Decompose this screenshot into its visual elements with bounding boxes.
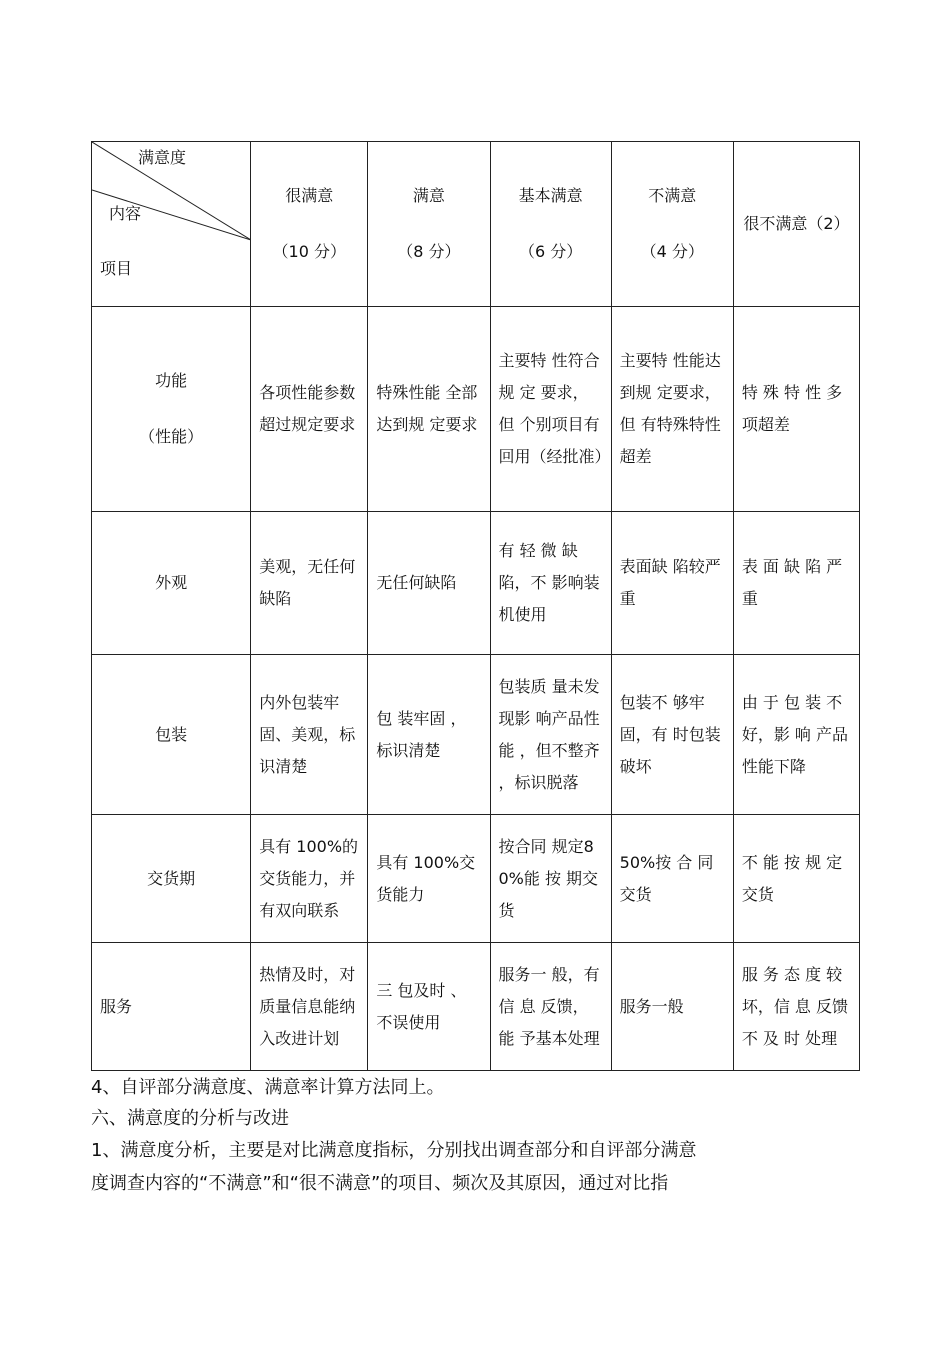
- header-basically-satisfied: [490, 142, 611, 307]
- row-item-label: 包装: [92, 655, 251, 815]
- table-row: [92, 655, 860, 815]
- header-label: 不满意: [648, 186, 697, 205]
- table-cell: 三 包及时 、不误使用: [368, 943, 490, 1071]
- row-item-label: 功能: [155, 371, 188, 390]
- row-item-label: 交货期: [92, 815, 251, 943]
- table-cell: 服务一般: [611, 943, 733, 1071]
- corner-label-satisfaction: 满意度: [138, 148, 187, 167]
- table-cell: 主要特 性符合 规 定 要求，但 个别项目有 回用（经批准）: [490, 307, 611, 512]
- header-label: 基本满意: [518, 186, 583, 205]
- table-cell: 主要特 性能达到规 定要求，但 有特殊特性超差: [611, 307, 733, 512]
- table-row: [92, 815, 860, 943]
- table-row: [92, 512, 860, 655]
- table-row: [92, 307, 860, 512]
- paragraph-analysis-line2: 度调查内容的“不满意”和“很不满意”的项目、频次及其原因，通过对比指: [91, 1173, 669, 1194]
- header-score: （6 分）: [518, 242, 583, 261]
- header-very-dissatisfied: [733, 142, 859, 307]
- table-cell: 不 能 按 规 定交货: [733, 815, 859, 943]
- table-row: [92, 943, 860, 1071]
- header-satisfied: [368, 142, 490, 307]
- table-cell: 表 面 缺 陷 严重: [733, 512, 859, 655]
- table-cell: 特殊性能 全部达到规 定要求: [368, 307, 490, 512]
- table-cell: 有 轻 微 缺陷，不 影响装机使用: [490, 512, 611, 655]
- header-score: （8 分）: [397, 242, 461, 261]
- row-item-label: 外观: [92, 512, 251, 655]
- corner-label-item: 项目: [100, 259, 133, 278]
- table-header-row: [92, 142, 860, 307]
- table-cell: 包装质 量未发现影 响产品性能 ，但不整齐 ，标识脱落: [490, 655, 611, 815]
- header-score: （4 分）: [640, 242, 704, 261]
- table-cell: 各项性能参数超过规定要求: [251, 307, 368, 512]
- header-label: 很不满意（2）: [743, 214, 850, 233]
- table-cell: 无任何缺陷: [368, 512, 490, 655]
- corner-label-content: 内容: [109, 204, 142, 223]
- header-dissatisfied: [611, 142, 733, 307]
- diagonal-corner-cell: [92, 142, 251, 307]
- table-cell: 服务一 般，有 信 息 反馈，能 予基本处理: [490, 943, 611, 1071]
- table-cell: 美观，无任何缺陷: [251, 512, 368, 655]
- table-cell: 具有 100%的交货能力，并有双向联系: [251, 815, 368, 943]
- table-cell: 特 殊 特 性 多项超差: [733, 307, 859, 512]
- table-cell: 由 于 包 装 不好，影 响 产品性能下降: [733, 655, 859, 815]
- table-cell: 包装不 够牢固，有 时包装破坏: [611, 655, 733, 815]
- paragraph-analysis-line1: 1、满意度分析，主要是对比满意度指标，分别找出调查部分和自评部分满意: [91, 1140, 697, 1161]
- header-label: 很满意: [285, 186, 334, 205]
- row-item-sublabel: （性能）: [139, 427, 204, 446]
- header-label: 满意: [412, 186, 445, 205]
- section-heading-analysis: 六、满意度的分析与改进: [91, 1108, 289, 1129]
- table-cell: 包 装牢固 ，标识清楚: [368, 655, 490, 815]
- table-cell: 按合同 规定80%能 按 期交货: [490, 815, 611, 943]
- row-item-label: 服务: [92, 943, 251, 1071]
- table-cell: 表面缺 陷较严重: [611, 512, 733, 655]
- paragraph-self-evaluation: 4、自评部分满意度、满意率计算方法同上。: [91, 1077, 445, 1098]
- row-item-cell: [92, 307, 251, 512]
- satisfaction-scoring-table: [91, 141, 860, 1071]
- table-cell: 热情及时，对质量信息能纳入改进计划: [251, 943, 368, 1071]
- table-cell: 内外包装牢固、美观，标识清楚: [251, 655, 368, 815]
- header-very-satisfied: [251, 142, 368, 307]
- table-cell: 50%按 合 同交货: [611, 815, 733, 943]
- table-cell: 具有 100%交货能力: [368, 815, 490, 943]
- table-cell: 服 务 态 度 较坏，信 息 反馈 不 及 时 处理: [733, 943, 859, 1071]
- header-score: （10 分）: [272, 242, 346, 261]
